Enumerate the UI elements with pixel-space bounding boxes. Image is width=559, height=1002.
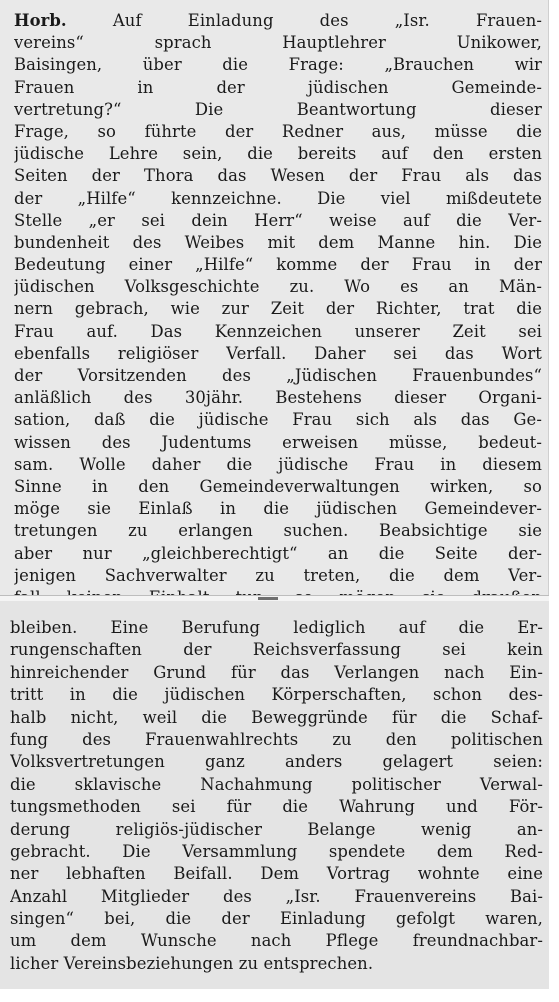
- text-line-content: Bedeutung einer „Hilfe“ komme der Frau in der: [14, 255, 542, 275]
- text-line: [14, 520, 542, 542]
- text-line: [14, 387, 542, 409]
- text-line: [10, 774, 543, 796]
- text-line: [10, 684, 543, 706]
- text-line-content: vertretung?“ Die Beantwortung dieser: [14, 99, 542, 119]
- text-line: [14, 121, 542, 143]
- text-line: [14, 188, 542, 210]
- text-line: [10, 953, 543, 975]
- text-line: [14, 10, 542, 32]
- text-line-content: Frage, so führte der Redner aus, müsse die: [14, 121, 542, 141]
- text-line-content: fung des Frauenwahlrechts zu den politischen: [10, 729, 543, 749]
- text-line-content: vereins“ sprach Hauptlehrer Unikower,: [14, 33, 542, 53]
- text-line: [14, 143, 542, 165]
- text-line-content: der „Hilfe“ kennzeichne. Die viel mißdeutete: [14, 188, 542, 208]
- text-line-content: sam. Wolle daher die jüdische Frau in diesem: [14, 454, 542, 474]
- text-line-content: Frau auf. Das Kennzeichen unserer Zeit sei: [14, 321, 542, 341]
- text-line-content: tretungen zu erlangen suchen. Beabsichtige sie: [14, 521, 542, 541]
- text-line: [14, 77, 542, 99]
- text-line-content: halb nicht, weil die Beweggründe für die Schaf-: [10, 707, 543, 727]
- text-line-content: hinreichender Grund für das Verlangen nach Ein-: [10, 662, 543, 682]
- text-line: [10, 639, 543, 661]
- text-line-content: jenigen Sachverwalter zu treten, die dem Ver-: [14, 565, 542, 585]
- text-line: [10, 617, 543, 639]
- text-line: [14, 254, 542, 276]
- text-line: [14, 321, 542, 343]
- text-line: [14, 476, 542, 498]
- text-line-content: Baisingen, über die Frage: „Brauchen wir: [14, 55, 542, 75]
- text-line: [14, 343, 542, 365]
- text-line-content: Auf Einladung des „Isr. Frauen-: [112, 11, 542, 30]
- text-line: [10, 729, 543, 751]
- text-line-content: wissen des Judentums erweisen müsse, bedeut-: [14, 432, 542, 452]
- text-line-content: Volksvertretungen ganz anders gelagert seien:: [10, 752, 543, 772]
- text-line: [10, 662, 543, 684]
- text-line-content: aber nur „gleichberechtigt“ an die Seite der-: [14, 543, 542, 563]
- text-line-content: der Vorsitzenden des „Jüdischen Frauenbundes“: [14, 366, 542, 385]
- text-line: [10, 707, 543, 729]
- text-line-content: um dem Wunsche nach Pflege freundnachbar-: [10, 931, 543, 951]
- separator-mark: [258, 597, 278, 600]
- text-line-content: gebracht. Die Versammlung spendete dem Red-: [10, 841, 543, 861]
- text-line-content: licher Vereinsbeziehungen zu entsprechen.: [10, 953, 374, 973]
- text-line-content: bleiben. Eine Berufung lediglich auf die Er-: [10, 618, 543, 637]
- text-line-content: möge sie Einlaß in die jüdischen Gemeindever-: [14, 499, 542, 519]
- text-line: [10, 796, 543, 818]
- text-line: [14, 32, 542, 54]
- text-line: [14, 409, 542, 431]
- text-line-content: Sinne in den Gemeindeverwaltungen wirken, so: [14, 476, 542, 496]
- text-line-content: Stelle „er sei dein Herr“ weise auf die Ver-: [14, 210, 542, 230]
- text-line-content: ebenfalls religiöser Verfall. Daher sei das Wort: [14, 343, 542, 363]
- text-line: [14, 498, 542, 520]
- text-line: [14, 232, 542, 254]
- text-line: [10, 908, 543, 930]
- text-line: [10, 930, 543, 952]
- text-line: [14, 298, 542, 320]
- text-line: [14, 454, 542, 476]
- text-line-content: Frauen in der jüdischen Gemeinde-: [14, 77, 542, 97]
- text-line-content: Seiten der Thora das Wesen der Frau als das: [14, 166, 542, 186]
- text-line-content: derung religiös-jüdischer Belange wenig an-: [10, 819, 543, 839]
- text-line: [10, 863, 543, 885]
- text-line-content: tritt in die jüdischen Körperschaften, schon des-: [10, 685, 543, 705]
- article-text-top: [14, 10, 542, 609]
- text-line: [14, 432, 542, 454]
- text-line: [14, 54, 542, 76]
- text-line-content: tungsmethoden sei für die Wahrung und För-: [10, 797, 543, 817]
- article-text-bottom: [10, 617, 543, 975]
- text-line-content: rungenschaften der Reichsverfassung sei kein: [10, 640, 543, 660]
- text-line: [14, 165, 542, 187]
- text-line-content: bundenheit des Weibes mit dem Manne hin. Die: [14, 232, 542, 252]
- text-line-content: ner lebhaften Beifall. Dem Vortrag wohnte eine: [10, 864, 543, 884]
- text-line-content: jüdischen Volksgeschichte zu. Wo es an Män-: [14, 277, 542, 297]
- text-line-content: sation, daß die jüdische Frau sich als das Ge-: [14, 410, 542, 430]
- text-line-content: Anzahl Mitglieder des „Isr. Frauenvereins Bai-: [10, 886, 543, 906]
- place-name: Horb.: [14, 11, 67, 30]
- text-line-content: nern gebrach, wie zur Zeit der Richter, trat die: [14, 299, 542, 319]
- text-line: [14, 543, 542, 565]
- text-line-content: anläßlich des 30jähr. Bestehens dieser Organi-: [14, 388, 542, 408]
- text-line: [14, 565, 542, 587]
- text-line: [14, 276, 542, 298]
- text-line-content: jüdische Lehre sein, die bereits auf den ersten: [14, 144, 542, 164]
- text-line: [10, 841, 543, 863]
- text-line: [14, 210, 542, 232]
- text-line: [10, 751, 543, 773]
- text-line: [10, 886, 543, 908]
- text-line: [14, 99, 542, 121]
- text-line: [10, 819, 543, 841]
- text-line-content: singen“ bei, die der Einladung gefolgt waren,: [10, 909, 543, 929]
- text-line-content: die sklavische Nachahmung politischer Verwal-: [10, 774, 543, 794]
- article-clipping-bottom: [0, 601, 549, 989]
- text-line: [14, 365, 542, 387]
